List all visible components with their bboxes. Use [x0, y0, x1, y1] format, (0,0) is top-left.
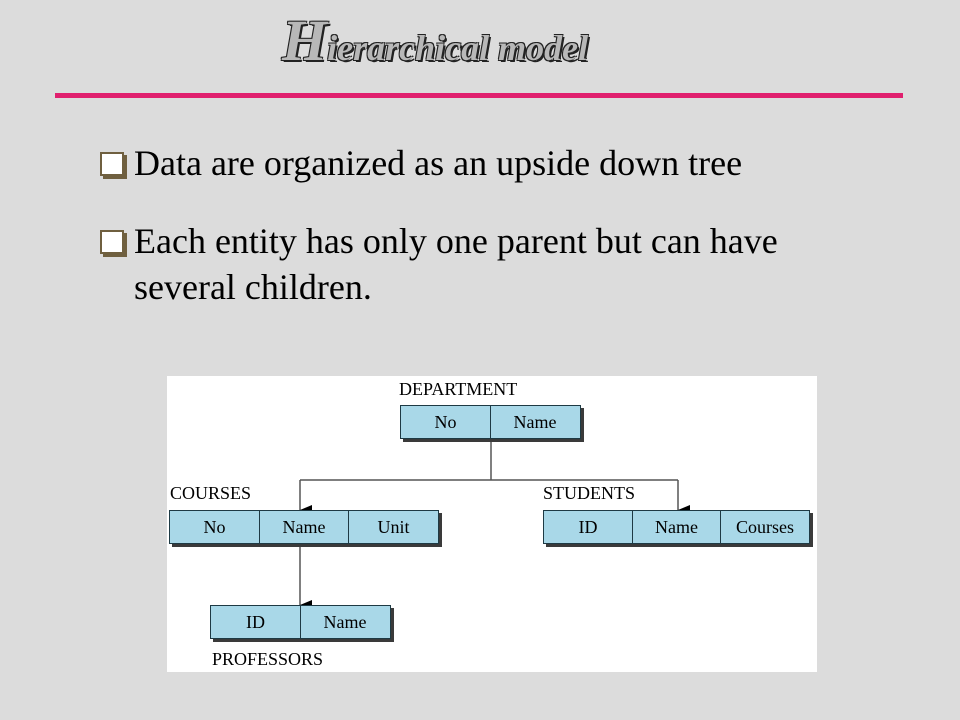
title-underline	[55, 93, 903, 98]
students-field: ID	[543, 510, 633, 544]
courses-label: COURSES	[170, 483, 252, 503]
students-label: STUDENTS	[543, 483, 636, 503]
bullet-1	[100, 140, 880, 186]
professors-record	[210, 605, 389, 639]
bullet-2	[100, 218, 880, 310]
title-rest: ierarchical model	[327, 28, 589, 68]
courses-field: No	[169, 510, 260, 544]
slide-title	[282, 8, 589, 73]
students-field: Name	[632, 510, 722, 544]
bullet-box-icon	[100, 230, 124, 254]
courses-record	[169, 510, 438, 544]
department-label: DEPARTMENT	[399, 379, 518, 399]
bullet-box-icon	[100, 152, 124, 176]
professors-field: ID	[210, 605, 301, 639]
hierarchy-diagram	[167, 376, 817, 672]
department-record	[400, 405, 579, 439]
professors-field: Name	[300, 605, 391, 639]
students-field: Courses	[720, 510, 810, 544]
department-field: Name	[490, 405, 581, 439]
bullet-text: Data are organized as an upside down tree	[134, 143, 743, 183]
students-record	[543, 510, 809, 544]
courses-field: Name	[259, 510, 350, 544]
professors-label: PROFESSORS	[212, 649, 324, 669]
department-field: No	[400, 405, 491, 439]
bullet-text: Each entity has only one parent but can have several children.	[134, 221, 778, 307]
courses-field: Unit	[348, 510, 439, 544]
title-initial: H	[282, 8, 328, 73]
